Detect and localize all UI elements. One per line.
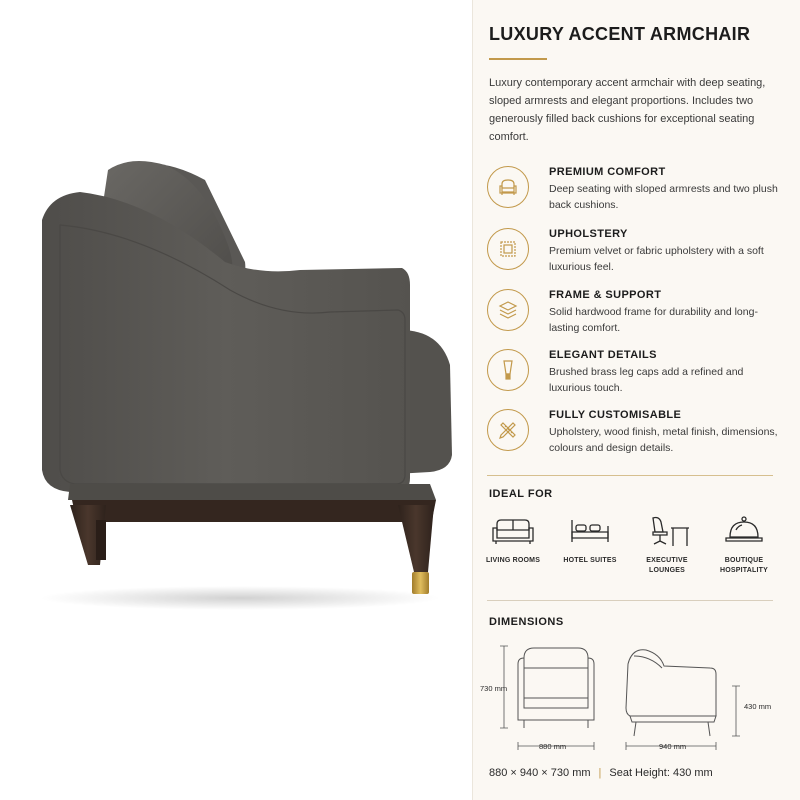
ideal-living-rooms <box>474 514 552 566</box>
dimensions-heading: DIMENSIONS <box>489 616 564 628</box>
sofa-icon <box>489 514 537 548</box>
seat-height-dimension-label: 430 mm <box>744 702 772 711</box>
feature-description: Upholstery, wood finish, metal finish, dimensions, colours and design details. <box>549 426 778 454</box>
feature-premium-comfort <box>487 166 787 218</box>
side-view-drawing <box>626 650 716 736</box>
feature-upholstery <box>487 228 787 280</box>
feature-fully-customisable <box>487 409 787 461</box>
dimensions-summary <box>489 767 713 779</box>
front-leg <box>398 505 434 572</box>
ideal-hotel-suites <box>551 514 629 566</box>
section-divider <box>487 600 773 601</box>
feature-title: FULLY CUSTOMISABLE <box>549 409 682 421</box>
product-description: Luxury contemporary accent armchair with deep seating, sloped armrests and elegant proportions. Includes two generously filled back cushions for exceptional seating comfort. <box>489 77 766 143</box>
armchair-icon <box>487 166 529 208</box>
bed-icon <box>566 514 614 548</box>
brass-leg-icon <box>487 349 529 391</box>
summary-separator: | <box>598 767 602 779</box>
feature-description: Premium velvet or fabric upholstery with a soft luxurious feel. <box>549 245 764 273</box>
seat-height: Seat Height: 430 mm <box>609 767 713 779</box>
width-dimension-label: 880 mm <box>539 742 567 751</box>
feature-title: FRAME & SUPPORT <box>549 289 662 301</box>
fabric-swatch-icon <box>487 228 529 270</box>
wooden-plinth <box>72 500 436 522</box>
feature-title: UPHOLSTERY <box>549 228 628 240</box>
office-chair-icon <box>643 514 691 548</box>
dimension-drawings <box>480 638 780 756</box>
overall-size: 880 × 940 × 730 mm <box>489 767 591 779</box>
depth-dimension-label: 940 mm <box>659 742 687 751</box>
ideal-executive-lounges <box>628 514 706 576</box>
section-divider <box>487 475 773 476</box>
cloche-icon <box>720 514 768 548</box>
feature-description: Deep seating with sloped armrests and two plush back cushions. <box>549 183 778 211</box>
ideal-for-heading: IDEAL FOR <box>489 488 553 500</box>
feature-title: PREMIUM COMFORT <box>549 166 666 178</box>
feature-description: Brushed brass leg caps add a refined and luxurious touch. <box>549 366 744 394</box>
height-dimension-label: 730 mm <box>480 684 508 693</box>
title-underline <box>489 58 547 60</box>
feature-frame-support <box>487 289 787 341</box>
ideal-label: BOUTIQUE HOSPITALITY <box>720 557 768 574</box>
layers-icon <box>487 289 529 331</box>
feature-elegant-details <box>487 349 787 401</box>
feature-description: Solid hardwood frame for durability and long-lasting comfort. <box>549 306 758 334</box>
product-title: LUXURY ACCENT ARMCHAIR <box>489 24 751 44</box>
ideal-boutique-hospitality <box>705 514 783 576</box>
ideal-label: HOTEL SUITES <box>563 557 617 564</box>
brass-leg-cap <box>412 572 429 594</box>
ideal-label: EXECUTIVE LOUNGES <box>646 557 688 574</box>
front-view-drawing <box>518 648 594 728</box>
feature-title: ELEGANT DETAILS <box>549 349 657 361</box>
ideal-label: LIVING ROOMS <box>485 557 541 564</box>
pencil-ruler-icon <box>487 409 529 451</box>
